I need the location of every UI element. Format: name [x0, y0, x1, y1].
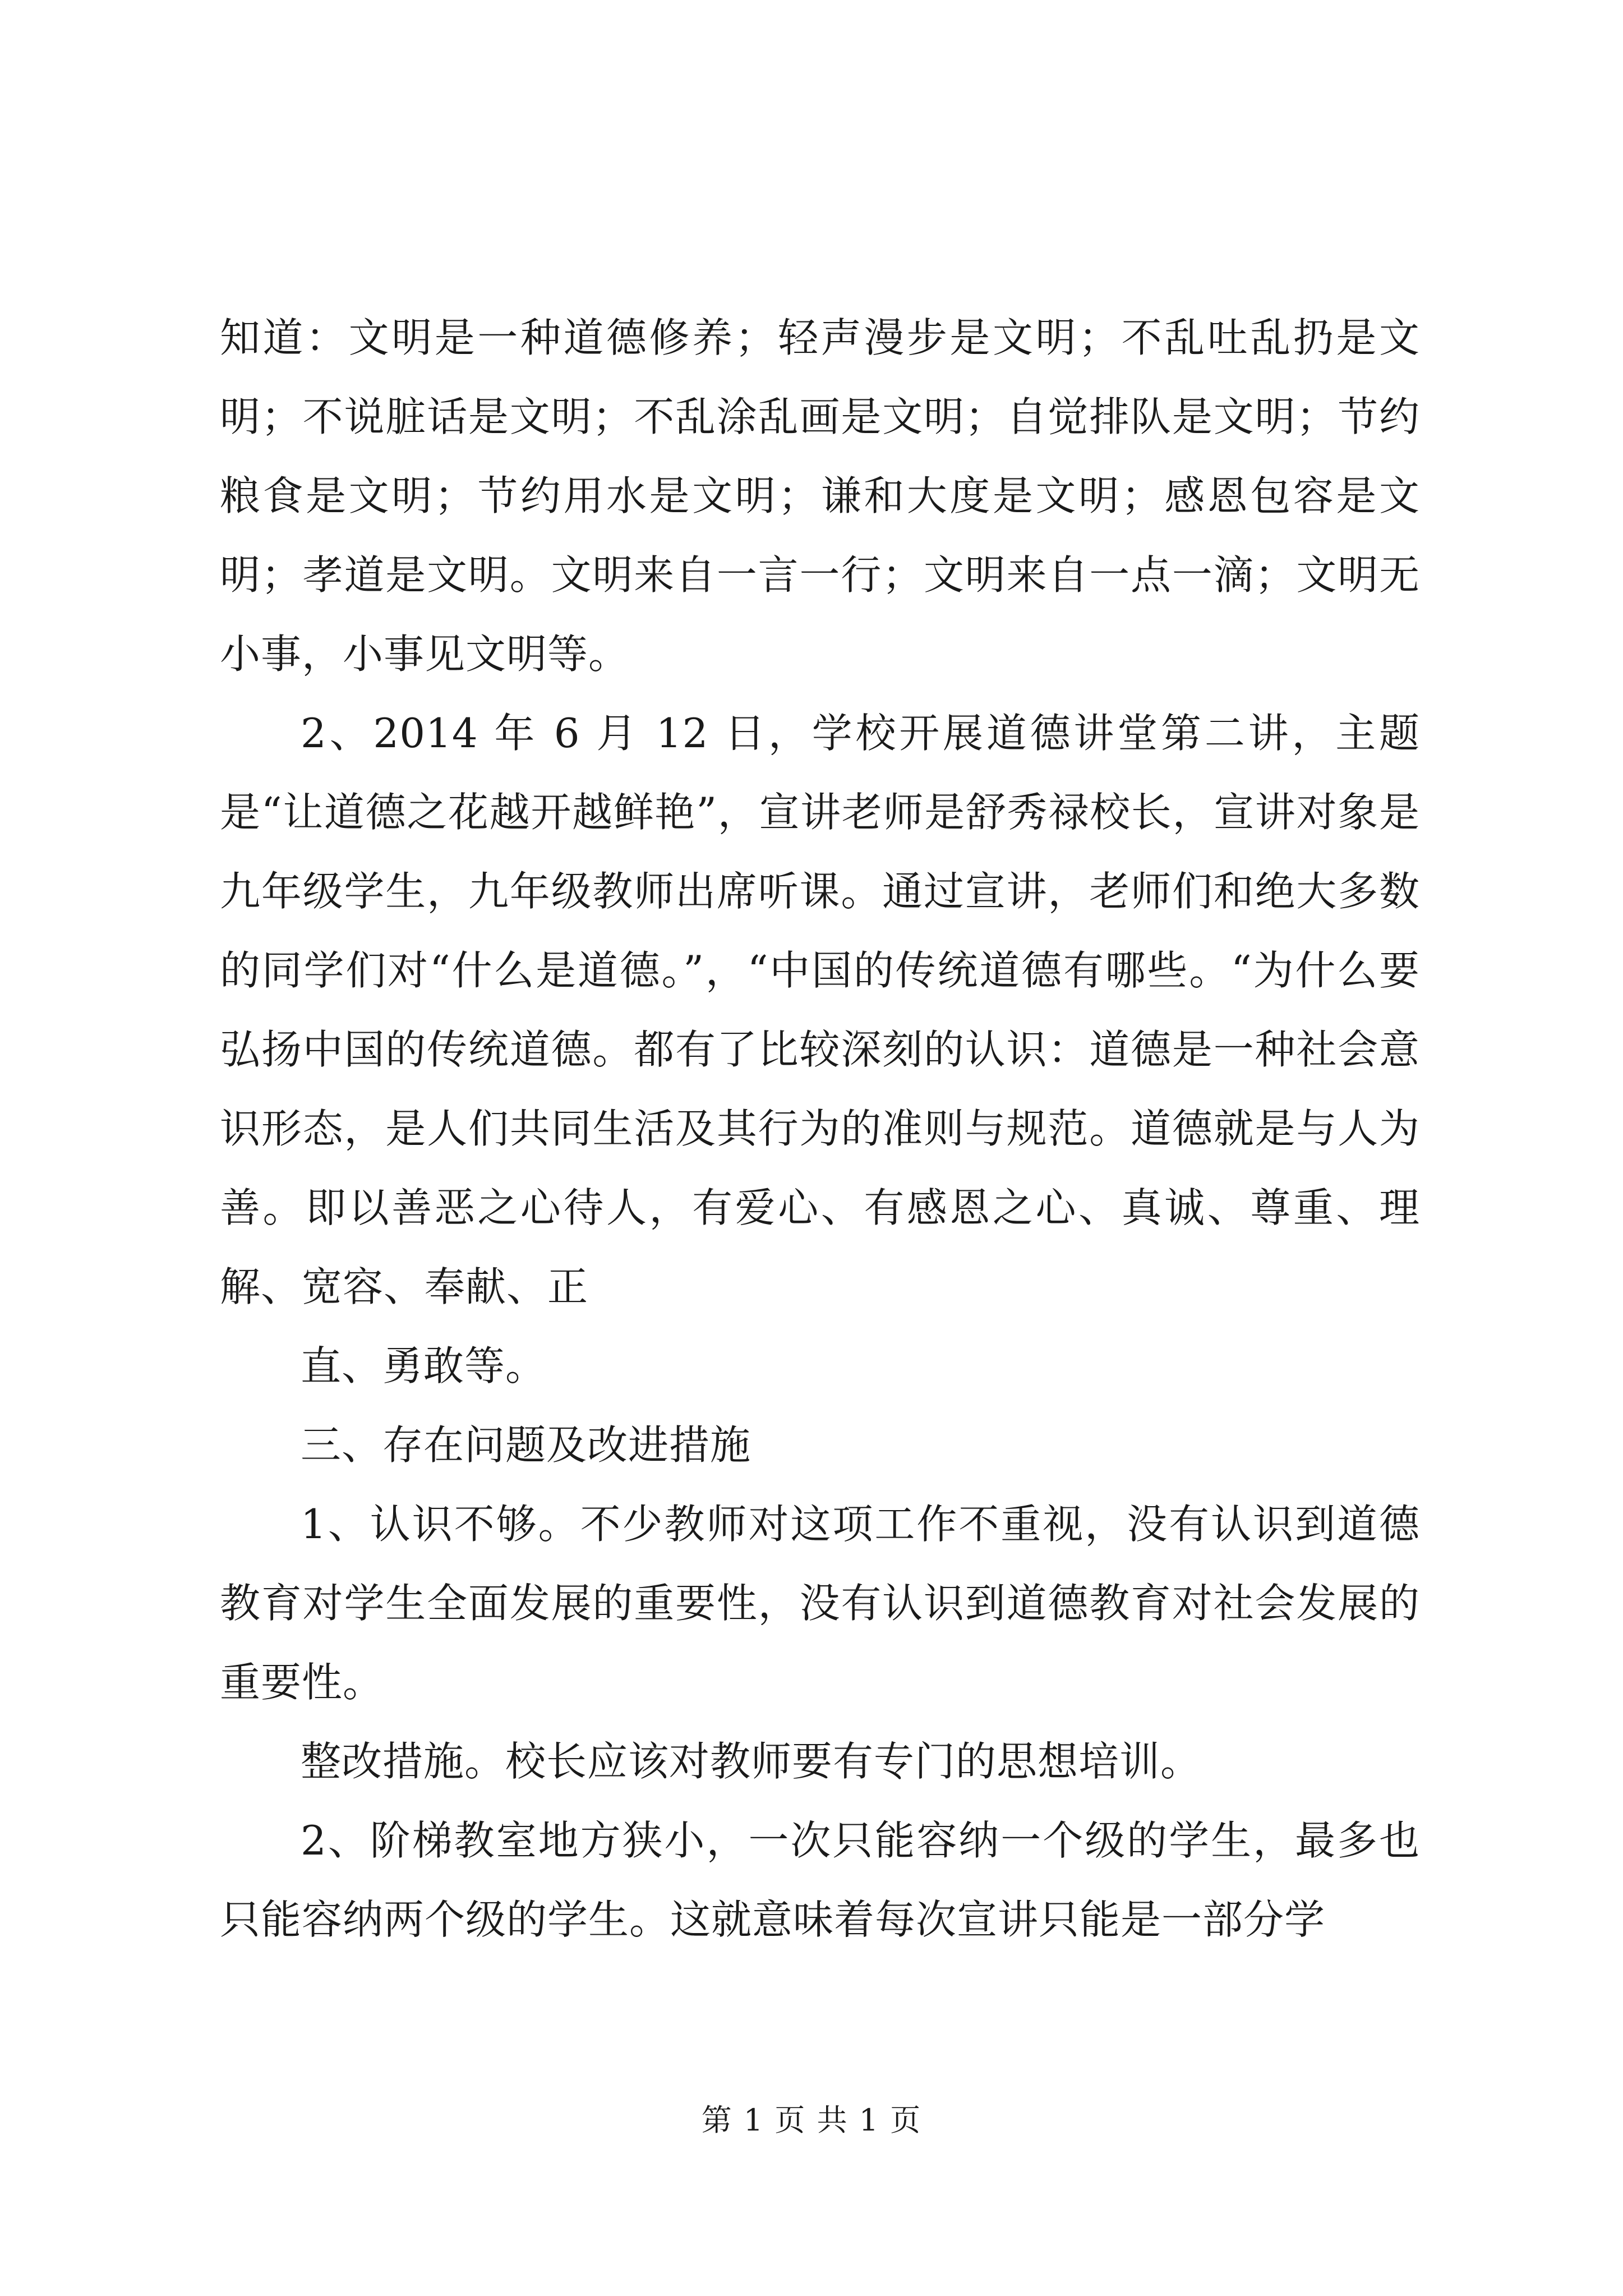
paragraph-lecture-two-end: 直、勇敢等。 — [301, 1342, 547, 1389]
paragraph-lecture-two: 2、2014 年 6 月 12 日，学校开展道德讲堂第二讲，主题是“让道德之花越开越鲜艳”，宣讲老师是舒秀禄校长，宣讲对象是九年级学生，九年级教师出席听课。通过宣讲，老师们和绝大多数的同学们对“什么是道德。”，“中国的传统道德有哪些。“为什么要弘扬中国的传统道德。都有了比较深刻的认识：道德是一种社会意识形态，是人们共同生活及其行为的准则与规范。道德就是与人为善。即以善恶之心待人，有爱心、有感恩之心、真诚、尊重、理解、宽容、奉献、正 — [220, 710, 1420, 1310]
document-body — [220, 298, 1420, 1959]
paragraph-problem-two: 2、阶梯教室地方狭小，一次只能容纳一个级的学生，最多也只能容纳两个级的学生。这就意味着每次宣讲只能是一部分学 — [220, 1817, 1420, 1943]
section-heading-problems: 三、存在问题及改进措施 — [301, 1421, 751, 1469]
page-footer: 第 1 页 共 1 页 — [701, 2102, 922, 2138]
paragraph-measure-one: 整改措施。校长应该对教师要有专门的思想培训。 — [301, 1738, 1202, 1785]
paragraph-continuation: 知道：文明是一种道德修养；轻声漫步是文明；不乱吐乱扔是文明；不说脏话是文明；不乱涂乱画是文明；自觉排队是文明；节约粮食是文明；节约用水是文明；谦和大度是文明；感恩包容是文明；孝道是文明。文明来自一言一行；文明来自一点一滴；文明无小事，小事见文明等。 — [220, 314, 1420, 678]
paragraph-problem-one: 1、认识不够。不少教师对这项工作不重视，没有认识到道德教育对学生全面发展的重要性，没有认识到道德教育对社会发展的重要性。 — [220, 1501, 1420, 1706]
